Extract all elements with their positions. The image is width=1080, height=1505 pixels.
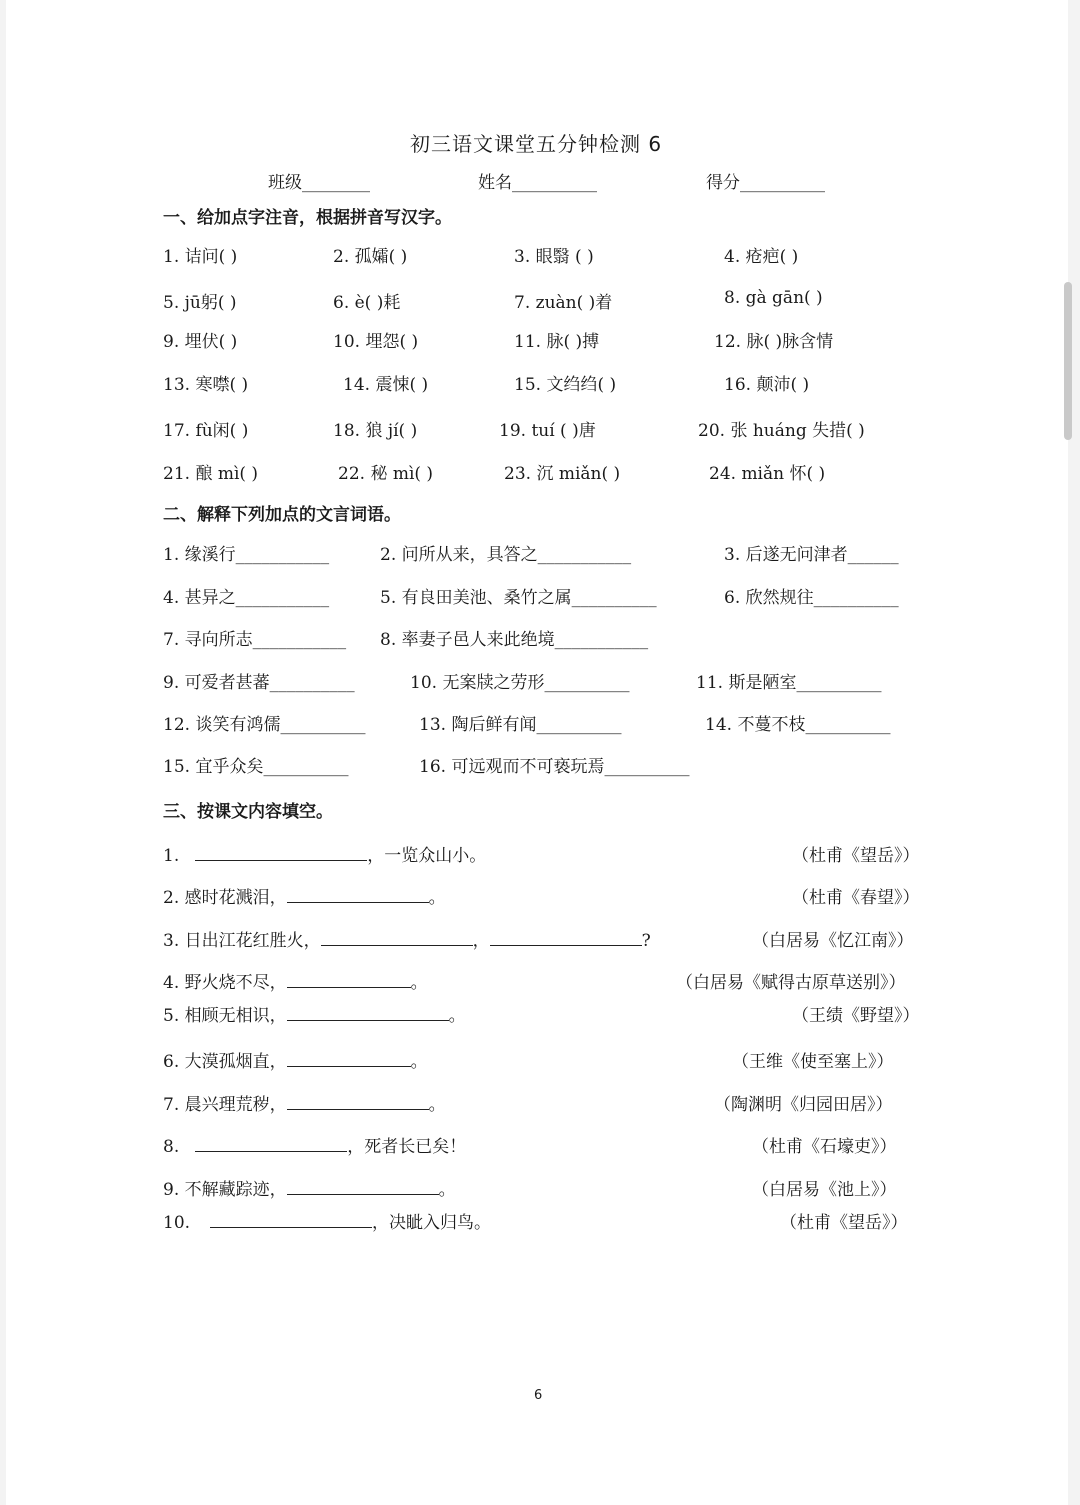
s1-item: 23. 沉 miǎn( ) bbox=[504, 464, 621, 484]
document-page bbox=[6, 0, 1068, 1505]
s2-item: 1. 缘溪行___________ bbox=[163, 545, 330, 565]
s1-item: 6. è( )耗 bbox=[333, 293, 401, 313]
s3-item: 7. 晨兴理荒秽， 。 bbox=[163, 1095, 446, 1115]
s2-item: 7. 寻向所志___________ bbox=[163, 630, 347, 650]
section1-heading: 一、给加点字注音，根据拼音写汉字。 bbox=[163, 208, 452, 228]
s2-item: 3. 后遂无问津者______ bbox=[724, 545, 899, 565]
s2-item: 10. 无案牍之劳形__________ bbox=[410, 673, 630, 693]
s2-item: 13. 陶后鲜有闻__________ bbox=[419, 715, 622, 735]
s1-item: 8. gà gān( ) bbox=[724, 288, 823, 308]
s3-item: 1. ，一览众山小。 bbox=[163, 846, 487, 866]
s2-item: 14. 不蔓不枝__________ bbox=[705, 715, 891, 735]
section3-heading: 三、按课文内容填空。 bbox=[163, 802, 333, 822]
s1-item: 17. fù闲( ) bbox=[163, 421, 249, 441]
class-field: 班级________ bbox=[268, 173, 370, 193]
s1-item: 5. jū躬( ) bbox=[163, 293, 237, 313]
s1-item: 21. 酿 mì( ) bbox=[163, 464, 259, 484]
s1-item: 11. 脉( )搏 bbox=[514, 332, 600, 352]
s1-item: 16. 颠沛( ) bbox=[724, 375, 810, 395]
page-number: 6 bbox=[534, 1388, 543, 1403]
s2-item: 15. 宜乎众矣__________ bbox=[163, 757, 349, 777]
section2-heading: 二、解释下列加点的文言词语。 bbox=[163, 505, 401, 525]
s3-source: （王维《使至塞上》） bbox=[732, 1052, 894, 1072]
s1-item: 1. 诘问( ) bbox=[163, 247, 238, 267]
s3-item: 8. ，死者长已矣！ bbox=[163, 1137, 467, 1157]
score-field: 得分__________ bbox=[706, 173, 825, 193]
s3-item: 10. ，决眦入归鸟。 bbox=[163, 1213, 492, 1233]
s1-item: 14. 震悚( ) bbox=[343, 375, 429, 395]
s1-item: 4. 疮疤( ) bbox=[724, 247, 799, 267]
s3-source: （白居易《池上》） bbox=[752, 1180, 897, 1200]
s3-item: 3. 日出江花红胜火， ， ? bbox=[163, 931, 651, 951]
s2-item: 4. 甚异之___________ bbox=[163, 588, 330, 608]
s2-item: 5. 有良田美池、桑竹之属__________ bbox=[380, 588, 657, 608]
s3-item: 6. 大漠孤烟直， 。 bbox=[163, 1052, 428, 1072]
s3-item: 5. 相顾无相识， 。 bbox=[163, 1006, 466, 1026]
s2-item: 12. 谈笑有鸿儒__________ bbox=[163, 715, 366, 735]
s3-source: （杜甫《春望》） bbox=[792, 888, 920, 908]
s1-item: 10. 埋怨( ) bbox=[333, 332, 419, 352]
page-title: 初三语文课堂五分钟检测 6 bbox=[410, 132, 663, 156]
s2-item: 8. 率妻子邑人来此绝境___________ bbox=[380, 630, 649, 650]
s2-item: 9. 可爱者甚蕃__________ bbox=[163, 673, 355, 693]
s1-item: 3. 眼翳 ( ) bbox=[514, 247, 594, 267]
s1-item: 9. 埋伏( ) bbox=[163, 332, 238, 352]
s2-item: 6. 欣然规往__________ bbox=[724, 588, 899, 608]
s3-source: （杜甫《望岳》） bbox=[792, 846, 920, 866]
s2-item: 16. 可远观而不可亵玩焉__________ bbox=[419, 757, 690, 777]
s3-source: （白居易《赋得古原草送别》） bbox=[676, 973, 906, 993]
s3-source: （杜甫《望岳》） bbox=[780, 1213, 908, 1233]
s1-item: 24. miǎn 怀( ) bbox=[709, 464, 826, 484]
s1-item: 12. 脉( )脉含情 bbox=[714, 332, 834, 352]
s3-item: 4. 野火烧不尽， 。 bbox=[163, 973, 428, 993]
s1-item: 22. 秘 mì( ) bbox=[338, 464, 434, 484]
s3-item: 2. 感时花溅泪， 。 bbox=[163, 888, 446, 908]
s1-item: 20. 张 huáng 失措( ) bbox=[698, 421, 865, 441]
s2-item: 2. 问所从来，具答之___________ bbox=[380, 545, 632, 565]
s2-item: 11. 斯是陋室__________ bbox=[696, 673, 882, 693]
s3-source: （杜甫《石壕吏》） bbox=[752, 1137, 897, 1157]
s1-item: 19. tuí ( )唐 bbox=[499, 421, 596, 441]
s1-item: 7. zuàn( )着 bbox=[514, 293, 613, 313]
s1-item: 2. 孤孀( ) bbox=[333, 247, 408, 267]
s3-source: （白居易《忆江南》） bbox=[752, 931, 914, 951]
s1-item: 15. 文绉绉( ) bbox=[514, 375, 617, 395]
scrollbar-thumb[interactable] bbox=[1064, 282, 1072, 440]
s3-item: 9. 不解藏踪迹， 。 bbox=[163, 1180, 456, 1200]
s1-item: 13. 寒噤( ) bbox=[163, 375, 249, 395]
s3-source: （王绩《野望》） bbox=[792, 1006, 920, 1026]
name-field: 姓名__________ bbox=[478, 173, 597, 193]
s1-item: 18. 狼 jí( ) bbox=[333, 421, 418, 441]
s3-source: （陶渊明《归园田居》） bbox=[714, 1095, 893, 1115]
